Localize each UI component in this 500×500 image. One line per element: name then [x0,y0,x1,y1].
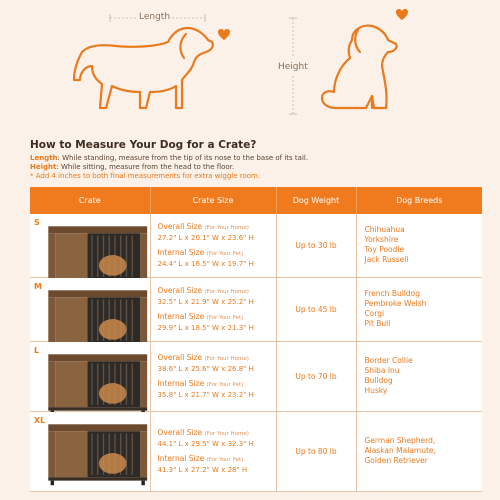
dog-breed-item: German Shepherd, [364,436,436,445]
crate-cell [30,341,150,411]
overall-label-text: Overall Size [157,285,203,295]
heart-icon [218,29,230,40]
standing-dog-icon [74,28,213,108]
crate-size-cell [150,411,276,491]
table-row-xl [30,411,482,491]
dog-breed-item: Shiba Inu [364,366,400,375]
dog-weight-cell: Up to 30 lb [276,214,356,277]
overall-label-text: Overall Size [157,221,203,231]
internal-label-text: Internal Size [157,247,205,257]
overall-label-text: Overall Size [157,427,203,437]
crate-cell [30,214,150,277]
overall-sub-text: (For Your Home) [204,288,249,295]
overall-sub-text: (For Your Home) [204,430,249,437]
dog-breed-item: Bulldog [364,376,393,385]
overall-size-label [158,222,276,233]
size-tag: M [34,281,42,291]
length-instruction [30,154,308,163]
height-instruction [30,163,234,172]
internal-label-text: Internal Size [157,378,205,388]
header-crate: Crate [30,187,150,214]
dog-breeds-cell [356,277,482,341]
guide-heading: How to Measure Your Dog for a Crate? [30,139,257,151]
crate-size-table [30,187,482,492]
crate-size-cell [150,214,276,277]
internal-size-value: 41.3" L x 27.2" W x 28" H [157,465,248,474]
dog-breed-item: Golden Retriever [364,456,428,465]
overall-size-value: 38.6" L x 25.6" W x 26.8" H [157,364,254,373]
dog-breed-item: Pit Bull [364,319,391,328]
internal-label-text: Internal Size [157,311,205,321]
dog-weight-cell: Up to 70 lb [276,341,356,411]
internal-size-value: 35.8" L x 21.7" W x 23.2" H [157,390,254,399]
crate-size-cell [150,341,276,411]
table-row-m [30,277,482,341]
internal-size-label [158,379,276,390]
dog-breed-item: Chihuahua [364,225,405,235]
internal-sub-text: (For Your Pet) [206,314,244,321]
internal-size-label [158,454,276,465]
dog-breed-item: Husky [364,386,388,395]
internal-sub-text: (For Your Pet) [206,456,244,463]
dog-breed-item: Toy Poodle [364,245,405,255]
crate-icon [46,352,149,416]
internal-size-label [158,248,276,259]
crate-cell [30,277,150,341]
measurement-illustration [0,0,500,140]
overall-size-value: 27.2" L x 20.1" W x 23.6" H [157,233,254,242]
length-text: : While standing, measure from the tip of its nose to the base of its tail. [57,154,309,162]
dog-breed-item: Pembroke Welsh [364,299,427,308]
size-tag: S [34,218,40,227]
crate-cell [30,411,150,491]
dog-breed-item: Jack Russell [364,255,409,265]
size-tag: L [34,345,40,355]
sitting-dog-icon [322,26,397,108]
internal-sub-text: (For Your Pet) [206,381,244,388]
internal-label-text: Internal Size [157,453,205,463]
dog-breed-item: Border Collie [364,356,413,365]
overall-size-value: 44.1" L x 29.5" W x 32.3" H [157,439,254,448]
internal-size-value: 24.4" L x 16.5" W x 19.7" H [157,259,254,268]
crate-icon [46,422,149,486]
height-term: Height [30,163,57,171]
crate-size-cell [150,277,276,341]
size-tag: XL [34,415,46,425]
overall-sub-text: (For Your Home) [204,355,249,362]
heart-icon [396,9,408,20]
header-dog-breeds: Dog Breeds [356,187,482,214]
dog-breed-item: French Bulldog [364,289,420,298]
overall-size-value: 32.5" L x 21.9" W x 25.2" H [157,297,254,306]
dog-breeds-cell [356,411,482,491]
dog-breed-item: Alaskan Malamute, [364,446,436,455]
header-crate-size: Crate Size [150,187,276,214]
length-term: Length [30,154,58,162]
dog-breeds-cell [356,214,482,277]
dog-breeds-cell [356,341,482,411]
internal-size-value: 29.9" L x 18.5" W x 21.3" H [157,323,254,332]
overall-size-label [158,286,276,297]
internal-size-label [158,312,276,323]
dog-weight-cell: Up to 80 lb [276,411,356,491]
length-label: Length [139,12,171,22]
overall-sub-text: (For Your Home) [204,224,249,231]
table-row-l [30,341,482,411]
overall-size-label [158,353,276,364]
height-text: : While sitting, measure from the head to the floor. [56,163,235,171]
dog-weight-cell: Up to 45 lb [276,277,356,341]
table-row-s [30,214,482,277]
table-header-row [30,187,482,214]
wiggle-room-note: * Add 4 inches to both final measurements for extra wiggle room. [30,172,261,180]
dog-breed-item: Yorkshire [364,235,399,245]
header-dog-weight: Dog Weight [276,187,356,214]
overall-label-text: Overall Size [157,352,203,362]
dog-breed-item: Corgi [364,309,385,318]
overall-size-label [158,428,276,439]
internal-sub-text: (For Your Pet) [206,250,244,257]
height-label: Height [278,62,308,72]
